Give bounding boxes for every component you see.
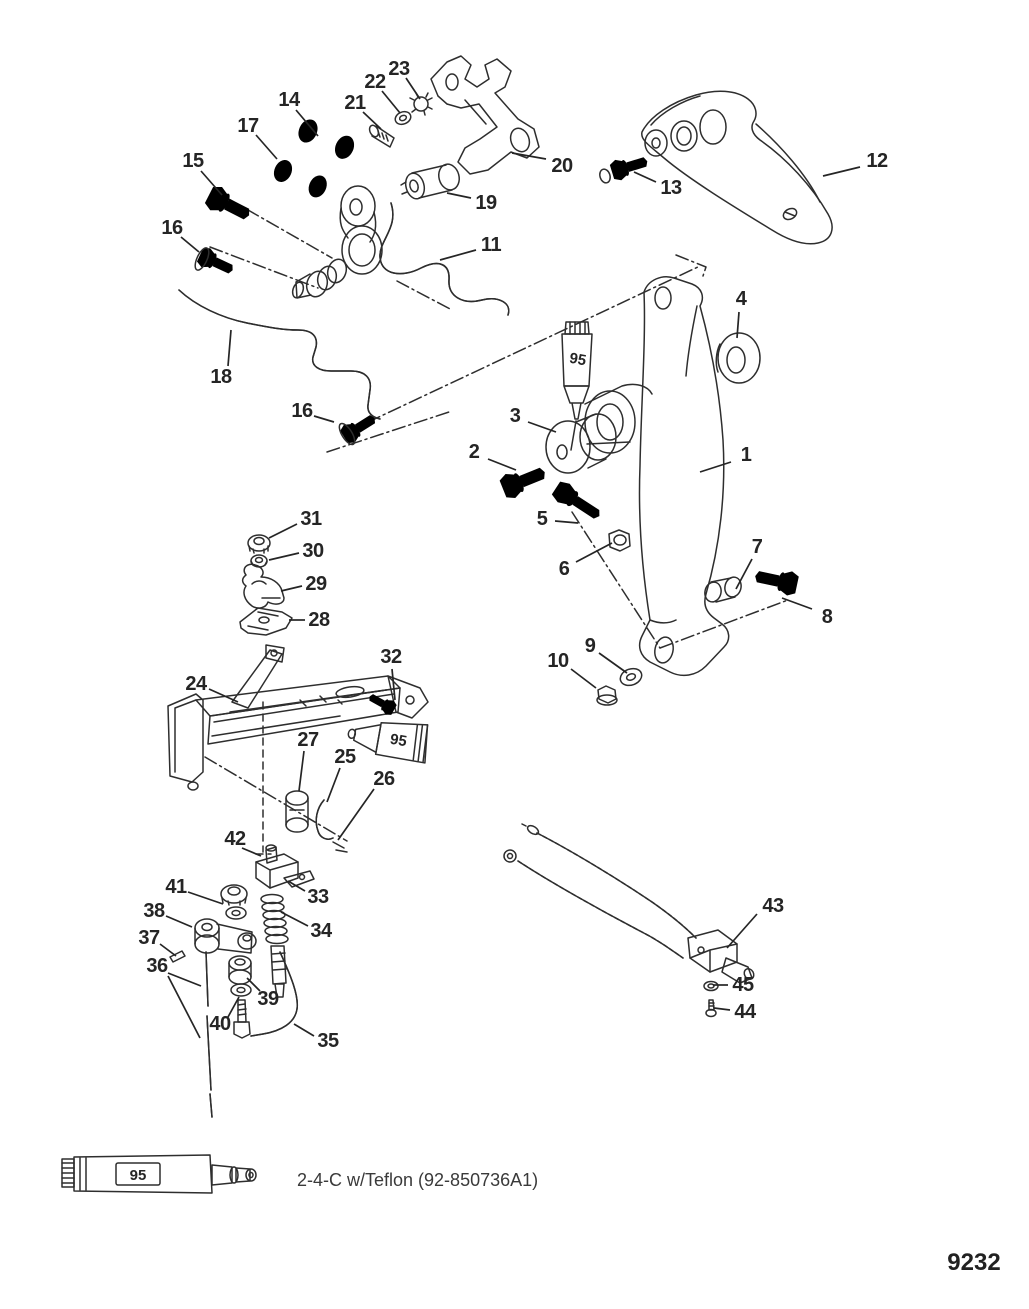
callout-4-leader — [737, 312, 739, 338]
callout-3: 3 — [509, 405, 521, 427]
callout-23: 23 — [388, 58, 410, 80]
callout-8-leader — [782, 598, 812, 609]
part-15-bolt-drawing — [203, 183, 255, 227]
callout-9-leader — [599, 653, 627, 673]
callout-22-leader — [382, 91, 400, 113]
part-5-screw-drawing — [550, 479, 605, 526]
legend-tube-icon — [62, 1155, 256, 1193]
callout-16-leader — [181, 237, 199, 252]
part-25-clip-drawing — [316, 800, 333, 839]
callout-31: 31 — [300, 508, 322, 530]
part-28-plate-drawing — [240, 608, 292, 635]
callout-25-leader — [327, 768, 340, 802]
callout-10: 10 — [547, 650, 569, 672]
part-16-flange-bolt-drawing — [192, 246, 237, 280]
part-95-tube-upper-drawing — [562, 322, 592, 450]
part-40-washer-bolt-drawing — [231, 984, 251, 1038]
callout-35: 35 — [317, 1030, 339, 1052]
callout-32: 32 — [380, 646, 402, 668]
part-31-locknut-drawing — [248, 535, 270, 553]
part-23-lockwasher-drawing — [410, 93, 432, 115]
callout-34: 34 — [310, 920, 332, 942]
callout-39: 39 — [257, 988, 279, 1010]
callout-30-leader — [269, 553, 299, 560]
callout-36: 36 — [146, 955, 168, 977]
callout-40: 40 — [209, 1013, 231, 1035]
callout-37: 37 — [138, 927, 160, 949]
callout-29-leader — [281, 586, 302, 591]
part-10-nut-drawing — [597, 686, 617, 705]
callout-19: 19 — [475, 192, 497, 214]
callout-5: 5 — [536, 508, 548, 530]
callout-45: 45 — [732, 974, 754, 996]
part-38-lever-drawing — [195, 919, 256, 953]
part-45-washer-drawing — [704, 982, 718, 991]
callout-25: 25 — [334, 746, 356, 768]
part-33-clamp-block-drawing — [256, 845, 314, 888]
callout-17: 17 — [237, 115, 259, 137]
callout-layer — [138, 58, 888, 1052]
page-number: 9232 — [947, 1249, 1001, 1276]
legend-label: 2-4-C w/Teflon (92-850736A1) — [297, 1170, 539, 1190]
part-7-spacer-drawing — [703, 575, 743, 603]
callout-2-leader — [488, 459, 516, 470]
callout-7: 7 — [751, 536, 763, 558]
part-18-link-rod-drawing — [179, 290, 380, 419]
callout-38: 38 — [143, 900, 165, 922]
part-14-sleeve-drawing — [295, 116, 358, 162]
callout-13: 13 — [660, 177, 682, 199]
callout-21-leader — [363, 112, 381, 129]
callout-16-leader — [314, 416, 334, 422]
callout-9: 9 — [584, 635, 596, 657]
callout-7-leader — [736, 559, 752, 589]
callout-12-leader — [823, 167, 860, 176]
callout-20: 20 — [551, 155, 573, 177]
callout-16: 16 — [161, 217, 183, 239]
callout-22: 22 — [364, 71, 386, 93]
part-21-screw-drawing — [368, 124, 394, 147]
callout-18-leader — [228, 330, 231, 366]
callout-14: 14 — [278, 89, 300, 111]
callout-43-leader — [727, 914, 757, 948]
callout-3-leader — [528, 422, 556, 432]
callout-24: 24 — [185, 673, 207, 695]
legend-tube-code: 95 — [129, 1167, 147, 1184]
callout-30: 30 — [302, 540, 324, 562]
callout-18: 18 — [210, 366, 232, 388]
part-34-spring-drawing — [261, 895, 288, 998]
part-1-shift-arm-drawing — [585, 277, 729, 676]
callout-26: 26 — [373, 768, 395, 790]
callout-35-leader — [294, 1024, 314, 1036]
tube-code-upper: 95 — [568, 349, 588, 370]
callout-10-leader — [571, 669, 596, 688]
part-13-bolt-drawing — [598, 151, 650, 184]
callout-41: 41 — [165, 876, 187, 898]
part-26-clip-end-drawing — [333, 842, 347, 852]
callout-20-leader — [512, 153, 546, 159]
callout-6: 6 — [558, 558, 570, 580]
part-6-nut-drawing — [609, 530, 630, 551]
callout-4: 4 — [735, 288, 747, 310]
callout-44-leader — [714, 1008, 730, 1010]
callout-27-leader — [299, 751, 304, 791]
legend-lubricant — [62, 1155, 538, 1193]
callout-8: 8 — [821, 606, 833, 628]
part-20-lever-drawing — [431, 56, 539, 174]
callout-43: 43 — [762, 895, 784, 917]
callout-11: 11 — [480, 234, 502, 256]
part-8-bolt-drawing — [753, 564, 800, 597]
callout-12: 12 — [866, 150, 888, 172]
callout-17-leader — [256, 135, 277, 159]
callout-26-leader — [338, 789, 374, 840]
part-17-sleeve-drawing — [271, 157, 331, 200]
callout-29: 29 — [305, 573, 327, 595]
callout-31-leader — [269, 524, 297, 538]
callout-41-leader — [188, 892, 223, 904]
part-12-plate-drawing — [642, 91, 832, 244]
callout-36-leader — [168, 976, 200, 1038]
part-22-washer-drawing — [393, 109, 412, 126]
tube-code-mid: 95 — [388, 730, 409, 751]
callout-38-leader — [166, 916, 192, 927]
part-4-washer-drawing — [716, 333, 760, 383]
callout-19-leader — [447, 193, 471, 198]
callout-5-leader — [555, 521, 578, 523]
callout-28: 28 — [308, 609, 330, 631]
callout-42: 42 — [224, 828, 246, 850]
part-43-switch-wires-drawing — [504, 824, 756, 983]
part-41-locknut-drawing — [221, 885, 247, 919]
callout-16: 16 — [291, 400, 313, 422]
callout-2: 2 — [468, 441, 480, 463]
callout-44: 44 — [734, 1001, 756, 1023]
callout-23-leader — [406, 78, 420, 99]
callout-27: 27 — [297, 729, 319, 751]
callout-11-leader — [440, 250, 476, 260]
callout-13-leader — [634, 172, 656, 182]
callout-1-leader — [700, 462, 731, 472]
callout-1: 1 — [740, 444, 752, 466]
part-29-cam-drawing — [243, 564, 284, 608]
callout-33: 33 — [307, 886, 329, 908]
callout-21: 21 — [344, 92, 366, 114]
callout-15: 15 — [182, 150, 204, 172]
part-27-clamp-drawing — [286, 791, 308, 832]
